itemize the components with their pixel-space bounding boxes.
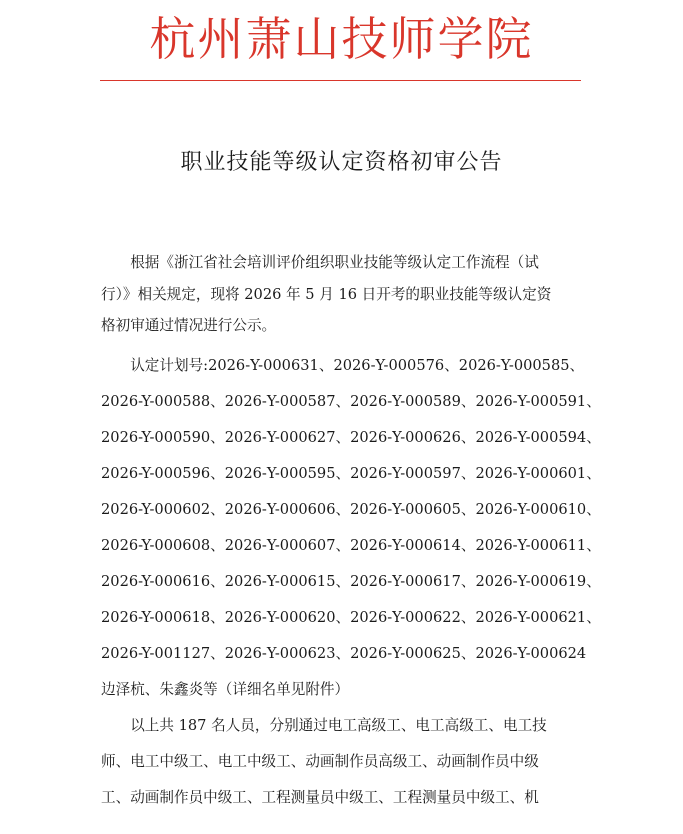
plan-number: 2026-Y-000587	[224, 392, 336, 410]
plan-number-row	[101, 564, 601, 600]
intro-line: 根据《浙江省社会培训评价组织职业技能等级认定工作流程（试	[130, 254, 539, 271]
separator: 、	[210, 500, 225, 518]
separator: 、	[335, 572, 351, 590]
separator: 、	[460, 428, 476, 446]
plan-number: 2026-Y-000626	[350, 428, 461, 446]
plan-number: 2026-Y-000605	[350, 500, 461, 518]
plan-number: 2026-Y-000576	[333, 356, 445, 374]
separator: 、	[586, 536, 601, 554]
plan-number-row	[101, 456, 601, 492]
separator: 、	[335, 500, 351, 518]
document-body	[101, 247, 601, 816]
plan-number: 2026-Y-000615	[224, 572, 336, 590]
plan-number: 2026-Y-000606	[224, 500, 336, 518]
plan-number: 2026-Y-000589	[350, 392, 461, 410]
plan-number: 2026-Y-000596	[101, 464, 211, 482]
separator: 、	[444, 356, 459, 374]
separator: 、	[586, 572, 601, 590]
plan-number-row	[101, 636, 587, 672]
summary-paragraph	[101, 708, 582, 816]
separator: 、	[460, 392, 476, 410]
separator: 、	[460, 464, 476, 482]
plan-number: 2026-Y-000590	[101, 428, 211, 446]
plan-number: 2026-Y-000588	[101, 392, 211, 410]
school-name-header: 杭州萧山技师学院	[149, 12, 534, 66]
plan-number: 2026-Y-000631	[208, 356, 319, 374]
separator: 、	[210, 572, 225, 590]
plan-number: 2026-Y-000624	[475, 644, 587, 662]
plan-number: 2026-Y-000611	[475, 536, 587, 554]
separator: 、	[210, 644, 225, 662]
separator: 、	[335, 428, 351, 446]
plan-number: 2026-Y-000601	[475, 464, 587, 482]
plan-number: 2026-Y-000620	[224, 608, 336, 626]
separator: 、	[210, 392, 225, 410]
plan-number: 2026-Y-000585	[458, 356, 570, 374]
plan-number: 2026-Y-001127	[101, 644, 211, 662]
plan-number-list	[101, 348, 601, 672]
plan-number-row	[101, 600, 601, 636]
plan-number: 2026-Y-000595	[224, 464, 336, 482]
plan-number: 2026-Y-000597	[350, 464, 461, 482]
plan-number: 2026-Y-000602	[101, 500, 211, 518]
plan-number: 2026-Y-000619	[475, 572, 587, 590]
separator: 、	[569, 356, 585, 374]
plan-label: 认定计划号:	[130, 356, 209, 374]
separator: 、	[335, 536, 351, 554]
separator: 、	[335, 608, 351, 626]
separator: 、	[460, 536, 476, 554]
plan-number: 2026-Y-000621	[475, 608, 587, 626]
plan-number-row	[101, 492, 601, 528]
plan-number: 2026-Y-000610	[475, 500, 587, 518]
plan-number: 2026-Y-000625	[350, 644, 461, 662]
separator: 、	[335, 464, 351, 482]
separator: 、	[210, 536, 225, 554]
intro-line: 格初审通过情况进行公示。	[101, 317, 277, 334]
plan-number: 2026-Y-000591	[475, 392, 587, 410]
intro-line: 行）》相关规定，现将 2026 年 5 月 16 日开考的职业技能等级认定资	[101, 285, 552, 303]
separator: 、	[210, 428, 225, 446]
summary-line: 工、动画制作员中级工、工程测量员中级工、工程测量员中级工、机	[101, 788, 539, 806]
separator: 、	[460, 572, 476, 590]
separator: 、	[460, 644, 476, 662]
plan-number: 2026-Y-000614	[350, 536, 461, 554]
separator: 、	[210, 608, 225, 626]
header-divider	[100, 80, 581, 81]
plan-number-row	[101, 384, 601, 420]
separator: 、	[586, 500, 601, 518]
separator: 、	[210, 464, 225, 482]
separator: 、	[586, 428, 601, 446]
plan-number: 2026-Y-000618	[101, 608, 211, 626]
plan-number: 2026-Y-000627	[224, 428, 336, 446]
separator: 、	[335, 392, 351, 410]
intro-paragraph	[101, 247, 582, 342]
document-title: 职业技能等级认定资格初审公告	[180, 150, 503, 175]
separator: 、	[460, 608, 476, 626]
candidates-line: 边泽杭、朱鑫炎等（详细名单见附件）	[101, 680, 350, 698]
separator: 、	[335, 644, 351, 662]
separator: 、	[318, 356, 334, 374]
plan-number: 2026-Y-000594	[475, 428, 587, 446]
separator: 、	[586, 464, 601, 482]
plan-label-row	[101, 348, 585, 384]
plan-number: 2026-Y-000623	[224, 644, 336, 662]
summary-line: 师、电工中级工、电工中级工、动画制作员高级工、动画制作员中级	[101, 752, 539, 770]
plan-number: 2026-Y-000616	[101, 572, 211, 590]
summary-line: 以上共 187 名人员，分别通过电工高级工、电工高级工、电工技	[130, 716, 547, 734]
plan-number: 2026-Y-000617	[350, 572, 461, 590]
separator: 、	[460, 500, 476, 518]
plan-number: 2026-Y-000607	[224, 536, 336, 554]
separator: 、	[586, 392, 601, 410]
plan-number: 2026-Y-000622	[350, 608, 461, 626]
plan-number: 2026-Y-000608	[101, 536, 211, 554]
plan-number-row	[101, 420, 601, 456]
separator: 、	[586, 608, 601, 626]
plan-number-row	[101, 528, 601, 564]
